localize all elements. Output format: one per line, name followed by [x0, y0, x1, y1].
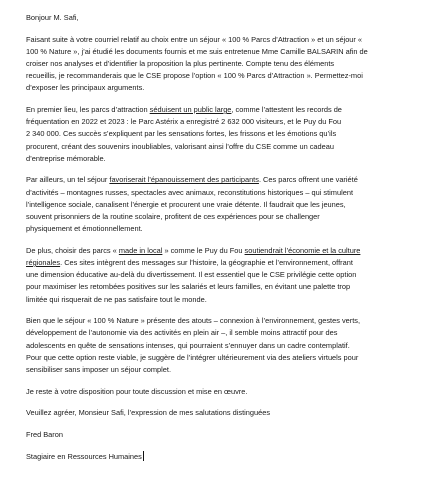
text-line: adolescents en quête de sensations intenses, qui pourraient s’ennuyer dans un cadre contemplatif. [26, 340, 350, 350]
text-line: croiser nos analyses et d’identifier la proposition la plus pertinente. Compte tenu des éléments [26, 59, 335, 68]
text-segment: Par ailleurs, un tel séjour [26, 175, 110, 185]
underlined-phrase: favoriserait l’épanouissement des participants [109, 175, 259, 185]
text-line [26, 451, 428, 463]
text-line: pour maximiser les retombées positives sur les salariés et leurs familles, en évitant une palette trop [26, 282, 351, 292]
text-line: fréquentation en 2022 et 2023 : le Parc Astérix a enregistré 2 632 000 visiteurs, et le Puy du Fou [26, 117, 342, 127]
text-segment: Stagiaire en Ressources Humaines [26, 451, 142, 461]
text-line [26, 104, 428, 116]
text-line [26, 257, 428, 269]
underlined-phrase: made in local [118, 245, 163, 255]
paragraph-epanouissement [26, 174, 428, 235]
text-line: procurent, créant des souvenirs inoubliables, valorisant ainsi l’offre du CSE comme un cadeau [26, 141, 334, 151]
text-line [26, 174, 428, 186]
underlined-phrase: régionales [26, 258, 61, 268]
text-cursor [143, 451, 144, 461]
paragraph-economie-locale [26, 245, 428, 306]
paragraph-intro [26, 34, 428, 95]
text-line: Veuillez agréer, Monsieur Safi, l’expression de mes salutations distinguées [26, 408, 271, 418]
text-line: Fred Baron [26, 429, 63, 439]
text-segment: En premier lieu, les parcs d’attraction [26, 105, 150, 114]
text-line: sensibiliser sans imposer un séjour complet. [26, 365, 172, 375]
text-line: l’intelligence sociale, canalisent l’énergie et procurent une vraie détente. Il faudrait que les jeunes, [26, 199, 346, 209]
signature-title [26, 451, 428, 463]
text-line: Pour que cette option reste viable, je suggère de l’intégrer ultérieurement via des ateliers virtuels pour [26, 352, 359, 362]
text-line: physiquement et émotionnellement. [26, 224, 143, 234]
paragraph-public-large [26, 104, 428, 165]
text-line: développement de l’autonomie via des activités en plein air –, il semble moins attractif pour des [26, 328, 338, 338]
text-segment: . Ces parcs offrent une variété [258, 175, 358, 185]
signature-name [26, 429, 428, 441]
text-line: recueillis, je recommanderais que le CSE propose l’option « 100 % Parcs d’Attraction ». Permettez-moi [26, 71, 363, 81]
text-line: d’entreprise mémorable. [26, 153, 106, 163]
text-segment: , comme l’attestent les records de [231, 105, 342, 114]
text-segment: De plus, choisir des parcs « [26, 245, 119, 255]
text-line: 2 340 000. Ces succès s’expliquent par les sensations fortes, les frissons et les émotions qu’ils [26, 129, 337, 139]
text-line: d’activités – montagnes russes, spectacles avec animaux, reconstitutions historiques – qui stimulent [26, 187, 353, 197]
text-line: souvent prisonniers de la routine scolaire, profitent de ces expériences pour se challenger [26, 212, 320, 222]
underlined-phrase: soutiendrait l’économie et la culture [244, 245, 361, 255]
text-line: 100 % Nature », j’ai étudié les documents fournis et me suis entretenue Mme Camille BALSARIN afin de [26, 46, 368, 56]
closing-formula [26, 407, 428, 419]
text-segment: . Ces sites intègrent des messages sur l’histoire, la géographie et l’environnement, offrant [60, 258, 353, 268]
paragraph-disposition [26, 386, 428, 398]
text-line: limitée qui risquerait de ne pas satisfaire tout le monde. [26, 294, 207, 304]
text-line: Faisant suite à votre courriel relatif au choix entre un séjour « 100 % Parcs d’Attraction » et un séjour « [26, 34, 363, 44]
greeting [26, 12, 428, 24]
text-line: une dimension éducative au-delà du divertissement. Il est essentiel que le CSE privilégie cette option [26, 270, 357, 280]
paragraph-nature [26, 315, 428, 376]
text-line: Je reste à votre disposition pour toute discussion et mise en œuvre. [26, 386, 248, 396]
text-line [26, 245, 428, 257]
text-segment: » comme le Puy du Fou [162, 245, 245, 255]
greeting-text: Bonjour M. Safi, [26, 13, 79, 22]
text-line: Bien que le séjour « 100 % Nature » présente des atouts – connexion à l’environnement, gestes verts, [26, 316, 361, 326]
text-line: d’exposer les principaux arguments. [26, 83, 145, 93]
underlined-phrase: séduisent un public large [149, 105, 232, 114]
